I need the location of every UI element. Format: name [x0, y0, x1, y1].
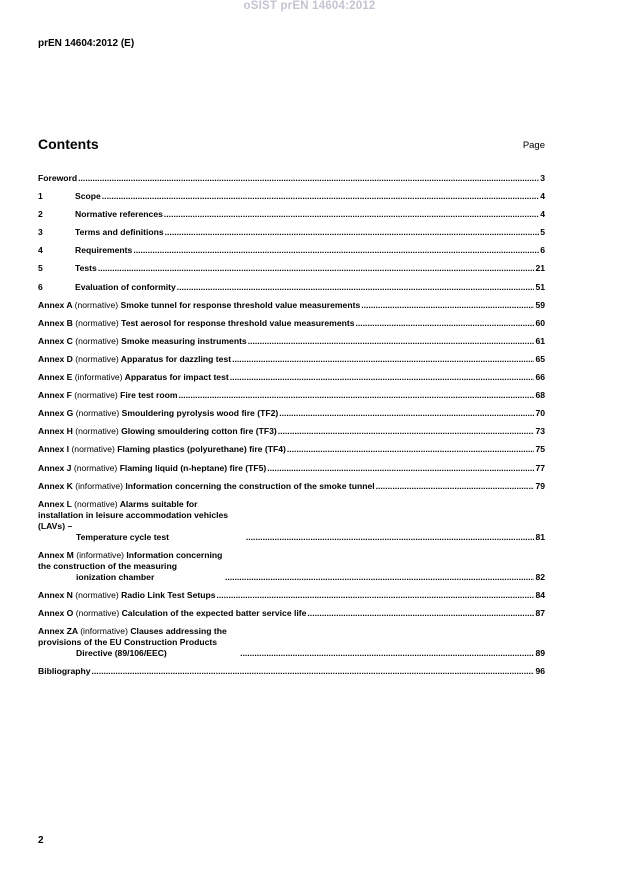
- section-title: Bibliography: [38, 666, 91, 677]
- dot-leader: [279, 408, 534, 419]
- page-ref: 4: [540, 209, 545, 220]
- annex-title: Apparatus for impact test: [124, 372, 229, 383]
- page-ref: 21: [535, 263, 545, 274]
- page-ref: 65: [535, 353, 545, 364]
- section-number: 1: [38, 191, 43, 202]
- annex-type: (normative): [75, 317, 119, 328]
- annex-entry[interactable]: [38, 590, 545, 601]
- page-ref: 60: [535, 317, 545, 328]
- dot-leader: [177, 282, 535, 293]
- annex-label: Annex C: [38, 335, 73, 346]
- section-title: Evaluation of conformity: [75, 281, 176, 292]
- page-ref: 5: [540, 227, 545, 238]
- annex-label: Annex O: [38, 607, 74, 618]
- dot-leader: [240, 648, 534, 659]
- annex-label: Annex H: [38, 426, 73, 437]
- annex-entry[interactable]: [38, 626, 545, 659]
- section-title: Foreword: [38, 173, 78, 183]
- toc-entry[interactable]: [38, 282, 545, 293]
- annex-title: Clauses addressing the provisions of the EU Construction Products: [38, 626, 227, 648]
- page-ref: 51: [535, 281, 545, 292]
- dot-leader: [217, 590, 535, 601]
- toc-entry[interactable]: [38, 227, 545, 238]
- dot-leader: [356, 318, 535, 329]
- annex-entry[interactable]: [38, 354, 545, 365]
- annex-title: Flaming liquid (n-heptane) fire (TF5): [119, 462, 267, 473]
- annex-title: Glowing smouldering cotton fire (TF3): [121, 426, 277, 437]
- page-ref: 96: [535, 666, 545, 677]
- document-id: prEN 14604:2012 (E): [38, 38, 135, 49]
- dot-leader: [278, 426, 535, 437]
- section-number: 6: [38, 281, 43, 292]
- annex-entry[interactable]: [38, 499, 545, 543]
- toc-entry[interactable]: [38, 245, 545, 256]
- annex-label: Annex N: [38, 589, 73, 600]
- annex-label: Annex F: [38, 390, 72, 401]
- annex-entry[interactable]: [38, 372, 545, 383]
- page-ref: 89: [535, 648, 545, 659]
- annex-label: Annex E: [38, 372, 73, 383]
- dot-leader: [78, 173, 539, 184]
- annex-title: Flaming plastics (polyurethane) fire (TF4): [117, 444, 286, 455]
- dot-leader: [267, 463, 534, 474]
- annex-entry[interactable]: [38, 390, 545, 401]
- annex-title: Calculation of the expected batter service life: [121, 607, 307, 618]
- dot-leader: [133, 245, 539, 256]
- annex-entry[interactable]: [38, 463, 545, 474]
- annex-type: (informative): [74, 372, 123, 383]
- annex-label: Annex L: [38, 498, 72, 509]
- table-of-contents: [38, 173, 545, 677]
- annex-entry[interactable]: [38, 444, 545, 455]
- page-ref: 82: [535, 571, 545, 582]
- page-ref: 87: [535, 607, 545, 618]
- page-ref: 61: [535, 335, 545, 346]
- dot-leader: [178, 390, 534, 401]
- section-title: Terms and definitions: [75, 227, 164, 238]
- page-number: 2: [38, 835, 44, 846]
- annex-entry[interactable]: [38, 550, 545, 583]
- dot-leader: [376, 481, 535, 492]
- annex-label: Annex K: [38, 480, 73, 491]
- dot-leader: [102, 191, 539, 202]
- section-number: 3: [38, 227, 43, 238]
- section-number: 4: [38, 245, 43, 256]
- annex-type: (informative): [75, 480, 124, 491]
- annex-entry[interactable]: [38, 318, 545, 329]
- dot-leader: [287, 444, 535, 455]
- annex-entry[interactable]: [38, 608, 545, 619]
- annex-type: (normative): [75, 589, 119, 600]
- annex-title: Apparatus for dazzling test: [120, 353, 232, 364]
- section-title: Tests: [75, 263, 97, 274]
- dot-leader: [361, 300, 534, 311]
- page-ref: 73: [535, 426, 545, 437]
- annex-title: Information concerning the construction of the measuring: [38, 549, 223, 571]
- annex-type: (normative): [71, 444, 115, 455]
- annex-title: Alarms suitable for installation in leisure accommodation vehicles (LAVs) –: [38, 498, 229, 531]
- annex-label: Annex G: [38, 408, 74, 419]
- annex-type: (informative): [76, 549, 124, 560]
- annex-label: Annex M: [38, 549, 74, 560]
- page-ref: 6: [540, 245, 545, 256]
- annex-entry[interactable]: [38, 336, 545, 347]
- annex-label: Annex B: [38, 317, 73, 328]
- section-title: Scope: [75, 191, 101, 202]
- annex-title: Smoke measuring instruments: [121, 335, 247, 346]
- annex-title-continued: Temperature cycle test: [76, 531, 169, 542]
- page-column-label: Page: [522, 140, 545, 151]
- section-title: Normative references: [75, 209, 163, 220]
- annex-title: Information concerning the construction of the smoke tunnel: [125, 480, 375, 491]
- annex-label: Annex I: [38, 444, 70, 455]
- annex-type: (normative): [73, 462, 118, 473]
- dot-leader: [225, 572, 534, 583]
- annex-type: (normative): [75, 607, 120, 618]
- dot-leader: [246, 532, 535, 543]
- annex-entry[interactable]: [38, 426, 545, 437]
- annex-type: (normative): [75, 408, 120, 419]
- annex-title: Test aerosol for response threshold value measurements: [121, 317, 355, 328]
- page-ref: 3: [540, 173, 545, 183]
- annex-entry[interactable]: [38, 300, 545, 311]
- dot-leader: [307, 608, 534, 619]
- toc-entry[interactable]: [38, 263, 545, 274]
- page-ref: 77: [535, 462, 545, 473]
- annex-label: Annex A: [38, 299, 73, 310]
- toc-entry[interactable]: [38, 209, 545, 220]
- dot-leader: [248, 336, 535, 347]
- page-ref: 84: [535, 589, 545, 600]
- annex-type: (normative): [75, 353, 119, 364]
- section-number: 5: [38, 263, 43, 274]
- dot-leader: [92, 666, 535, 677]
- annex-label: Annex J: [38, 462, 72, 473]
- section-title: Requirements: [75, 245, 133, 256]
- annex-type: (normative): [75, 335, 119, 346]
- dot-leader: [164, 209, 539, 220]
- page-ref: 75: [535, 444, 545, 455]
- annex-title-continued: Directive (89/106/EEC): [76, 648, 167, 659]
- annex-title: Fire test room: [120, 390, 178, 401]
- annex-type: (informative): [80, 626, 128, 637]
- toc-entry[interactable]: [38, 173, 545, 184]
- annex-title: Smoke tunnel for response threshold value measurements: [120, 299, 361, 310]
- annex-title: Radio Link Test Setups: [121, 589, 216, 600]
- page-ref: 59: [535, 299, 545, 310]
- annex-type: (normative): [74, 498, 118, 509]
- dot-leader: [230, 372, 535, 383]
- annex-title-continued: ionization chamber: [76, 571, 155, 582]
- annex-entry[interactable]: [38, 481, 545, 492]
- watermark: oSIST prEN 14604:2012: [243, 0, 376, 12]
- page-ref: 70: [535, 408, 545, 419]
- page-ref: 66: [535, 372, 545, 383]
- dot-leader: [232, 354, 534, 365]
- annex-label: Annex D: [38, 353, 73, 364]
- annex-entry[interactable]: [38, 408, 545, 419]
- annex-type: (normative): [75, 426, 119, 437]
- page-ref: 68: [535, 390, 545, 401]
- annex-type: (normative): [74, 390, 118, 401]
- section-number: 2: [38, 209, 43, 220]
- toc-entry[interactable]: [38, 191, 545, 202]
- annex-type: (normative): [74, 299, 119, 310]
- annex-title: Smouldering pyrolysis wood fire (TF2): [121, 408, 279, 419]
- contents-title: Contents: [38, 136, 99, 152]
- annex-label: Annex ZA: [38, 626, 78, 637]
- dot-leader: [165, 227, 540, 238]
- page-ref: 81: [535, 531, 545, 542]
- page-ref: 79: [535, 480, 545, 491]
- dot-leader: [98, 263, 535, 274]
- page-ref: 4: [540, 191, 545, 202]
- bibliography-entry[interactable]: [38, 666, 545, 677]
